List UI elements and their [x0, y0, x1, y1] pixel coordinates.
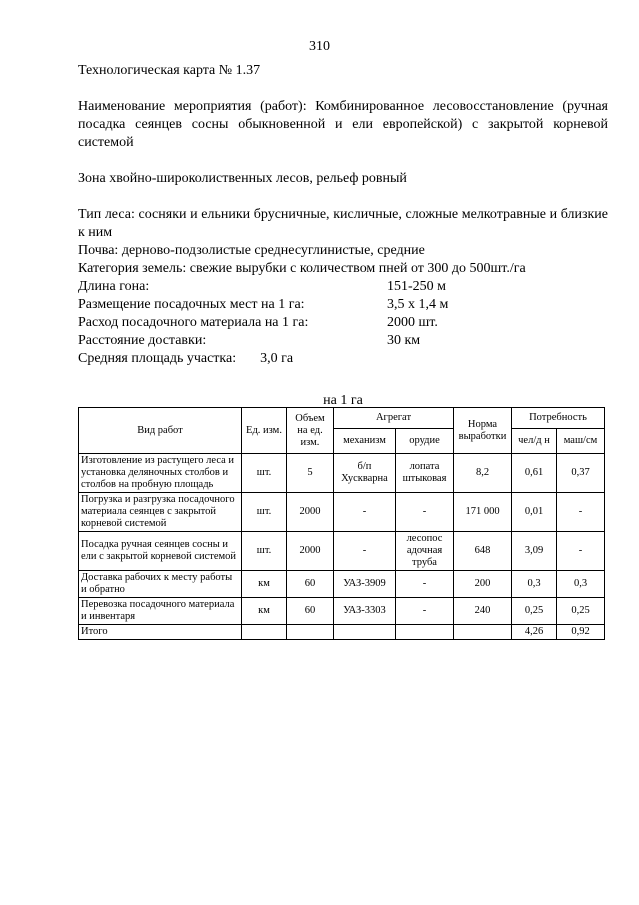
- tech-table: [78, 407, 605, 640]
- cell-volume: 2000: [287, 532, 334, 571]
- document-body: [78, 62, 608, 368]
- param-label: Расход посадочного материала на 1 га:: [78, 315, 309, 330]
- cell-volume: 60: [287, 571, 334, 598]
- cell-mechanism: б/п Хускварна: [334, 454, 396, 493]
- cell-work: Перевозка посадочного материала и инвентаря: [79, 598, 242, 625]
- cell-unit: шт.: [242, 454, 287, 493]
- param-label: Расстояние доставки:: [78, 333, 207, 348]
- cell-tool: лопата штыковая: [396, 454, 454, 493]
- header-volume: Объем на ед. изм.: [287, 408, 334, 454]
- cell-empty: [242, 625, 287, 640]
- cell-work: Изготовление из растущего леса и установка деляночных столбов и столбов на пробную площадь: [79, 454, 242, 493]
- param-label: Длина гона:: [78, 279, 150, 294]
- param-row: [78, 278, 608, 296]
- forest-type: Тип леса: сосняки и ельники брусничные, кисличные, сложные мелкотравные и близкие к ним: [78, 207, 608, 240]
- cell-norm: 240: [454, 598, 512, 625]
- cell-work: Погрузка и разгрузка посадочного материала сеянцев с закрытой корневой системой: [79, 493, 242, 532]
- table-row: [79, 571, 605, 598]
- cell-total-man-days: 4,26: [512, 625, 557, 640]
- table-row: [79, 454, 605, 493]
- cell-machine: 0,37: [557, 454, 605, 493]
- header-tool: орудие: [396, 429, 454, 454]
- cell-tool: -: [396, 598, 454, 625]
- cell-man-days: 0,61: [512, 454, 557, 493]
- table-header-row: [79, 408, 605, 429]
- header-machine: маш/см: [557, 429, 605, 454]
- cell-total-machine: 0,92: [557, 625, 605, 640]
- cell-unit: км: [242, 571, 287, 598]
- cell-man-days: 0,25: [512, 598, 557, 625]
- param-row: [78, 314, 608, 332]
- cell-man-days: 3,09: [512, 532, 557, 571]
- table-row: [79, 598, 605, 625]
- cell-man-days: 0,3: [512, 571, 557, 598]
- cell-norm: 200: [454, 571, 512, 598]
- header-need: Потребность: [512, 408, 605, 429]
- cell-man-days: 0,01: [512, 493, 557, 532]
- cell-norm: 171 000: [454, 493, 512, 532]
- card-title: Технологическая карта № 1.37: [78, 63, 261, 78]
- cell-total-label: Итого: [79, 625, 242, 640]
- cell-tool: -: [396, 493, 454, 532]
- header-aggregate: Агрегат: [334, 408, 454, 429]
- cell-machine: 0,3: [557, 571, 605, 598]
- table-row: [79, 532, 605, 571]
- area-label: Средняя площадь участка:: [78, 351, 237, 366]
- cell-work: Посадка ручная сеянцев сосны и ели с закрытой корневой системой: [79, 532, 242, 571]
- param-value: 3,5 х 1,4 м: [387, 297, 449, 312]
- land-category: Категория земель: свежие вырубки с количеством пней от 300 до 500шт./га: [78, 261, 526, 276]
- header-work: Вид работ: [79, 408, 242, 454]
- cell-mechanism: -: [334, 532, 396, 571]
- cell-machine: 0,25: [557, 598, 605, 625]
- cell-volume: 5: [287, 454, 334, 493]
- table-total-row: [79, 625, 605, 640]
- cell-unit: км: [242, 598, 287, 625]
- cell-machine: -: [557, 532, 605, 571]
- header-mechanism: механизм: [334, 429, 396, 454]
- page-number: 310: [309, 39, 330, 54]
- header-norm: Норма выработки: [454, 408, 512, 454]
- cell-tool: -: [396, 571, 454, 598]
- cell-work: Доставка рабочих к месту работы и обратно: [79, 571, 242, 598]
- cell-mechanism: -: [334, 493, 396, 532]
- cell-empty: [334, 625, 396, 640]
- table-caption: на 1 га: [323, 393, 363, 408]
- cell-unit: шт.: [242, 532, 287, 571]
- soil: Почва: дерново-подзолистые среднесуглинистые, средние: [78, 243, 425, 258]
- cell-empty: [396, 625, 454, 640]
- forest-zone: Зона хвойно-широколиственных лесов, рельеф ровный: [78, 171, 407, 186]
- header-unit: Ед. изм.: [242, 408, 287, 454]
- param-value: 30 км: [387, 333, 421, 348]
- cell-machine: -: [557, 493, 605, 532]
- table-row: [79, 493, 605, 532]
- param-value: 2000 шт.: [387, 315, 438, 330]
- cell-tool: лесопос адочная труба: [396, 532, 454, 571]
- cell-mechanism: УАЗ-3303: [334, 598, 396, 625]
- cell-norm: 648: [454, 532, 512, 571]
- area-row: [78, 350, 608, 368]
- cell-empty: [287, 625, 334, 640]
- param-row: [78, 296, 608, 314]
- param-row: [78, 332, 608, 350]
- header-man-days: чел/д н: [512, 429, 557, 454]
- cell-mechanism: УАЗ-3909: [334, 571, 396, 598]
- cell-norm: 8,2: [454, 454, 512, 493]
- area-value: 3,0 га: [260, 351, 294, 366]
- activity-name: Наименование мероприятия (работ): Комбинированное лесовосстановление (ручная посадка сеянцев сосны обыкновенной и ели европейской) с закрытой корневой системой: [78, 99, 608, 150]
- cell-unit: шт.: [242, 493, 287, 532]
- cell-volume: 60: [287, 598, 334, 625]
- cell-volume: 2000: [287, 493, 334, 532]
- param-label: Размещение посадочных мест на 1 га:: [78, 297, 305, 312]
- cell-empty: [454, 625, 512, 640]
- param-value: 151-250 м: [387, 279, 447, 294]
